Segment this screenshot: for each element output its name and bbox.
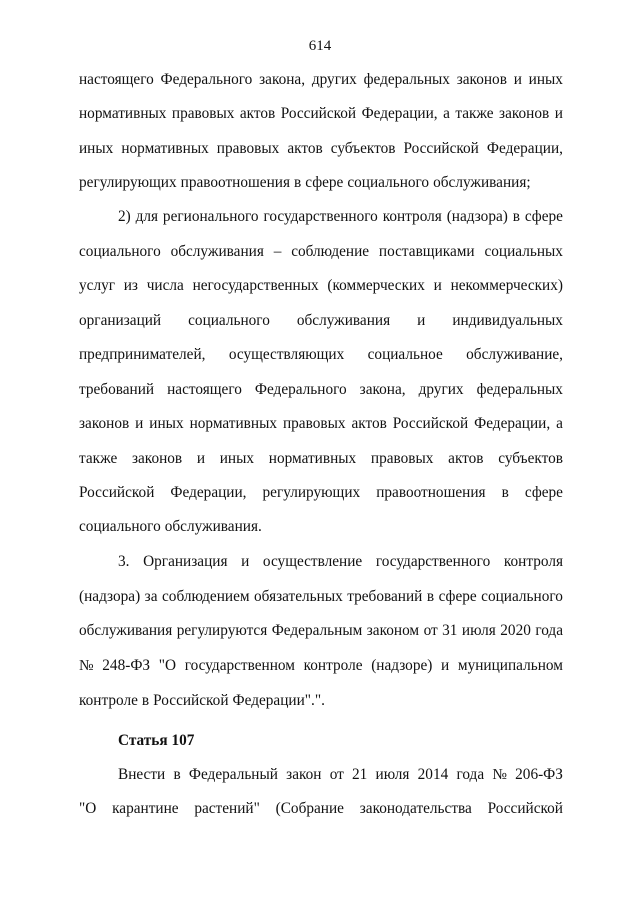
article-heading: Статья 107	[118, 732, 195, 749]
text-line: Внести в Федеральный закон от 21 июля 2014 года № 206-ФЗ	[118, 766, 563, 783]
text-line: иных нормативных правовых актов субъектов Российской Федерации,	[79, 140, 563, 157]
text-line: организаций социального обслуживания и индивидуальных	[79, 312, 563, 329]
text-line: Российской Федерации, регулирующих правоотношения в сфере	[79, 484, 563, 501]
text-line: (надзора) за соблюдением обязательных требований в сфере социального	[79, 588, 563, 605]
text-line: "О карантине растений" (Собрание законодательства Российской	[79, 800, 563, 817]
text-line: предпринимателей, осуществляющих социальное обслуживание,	[79, 346, 563, 363]
text-line: регулирующих правоотношения в сфере социального обслуживания;	[79, 174, 531, 191]
text-line: социального обслуживания – соблюдение поставщиками социальных	[79, 243, 563, 260]
text-line: контроле в Российской Федерации".".	[79, 692, 325, 709]
text-line: требований настоящего Федерального закона, других федеральных	[79, 381, 563, 398]
text-line: нормативных правовых актов Российской Федерации, а также законов и	[79, 105, 563, 122]
text-line: № 248-ФЗ "О государственном контроле (надзоре) и муниципальном	[79, 657, 563, 674]
text-line: социального обслуживания.	[79, 518, 262, 535]
text-line: услуг из числа негосударственных (коммерческих и некоммерческих)	[79, 277, 563, 294]
text-line: обслуживания регулируются Федеральным законом от 31 июля 2020 года	[79, 622, 563, 639]
page-number: 614	[308, 38, 332, 54]
text-line: 2) для регионального государственного контроля (надзора) в сфере	[118, 208, 563, 225]
text-line: настоящего Федерального закона, других федеральных законов и иных	[79, 71, 563, 88]
text-line: 3. Организация и осуществление государственного контроля	[118, 553, 563, 570]
text-line: также законов и иных нормативных правовых актов субъектов	[79, 450, 563, 467]
text-line: законов и иных нормативных правовых актов Российской Федерации, а	[79, 415, 563, 432]
